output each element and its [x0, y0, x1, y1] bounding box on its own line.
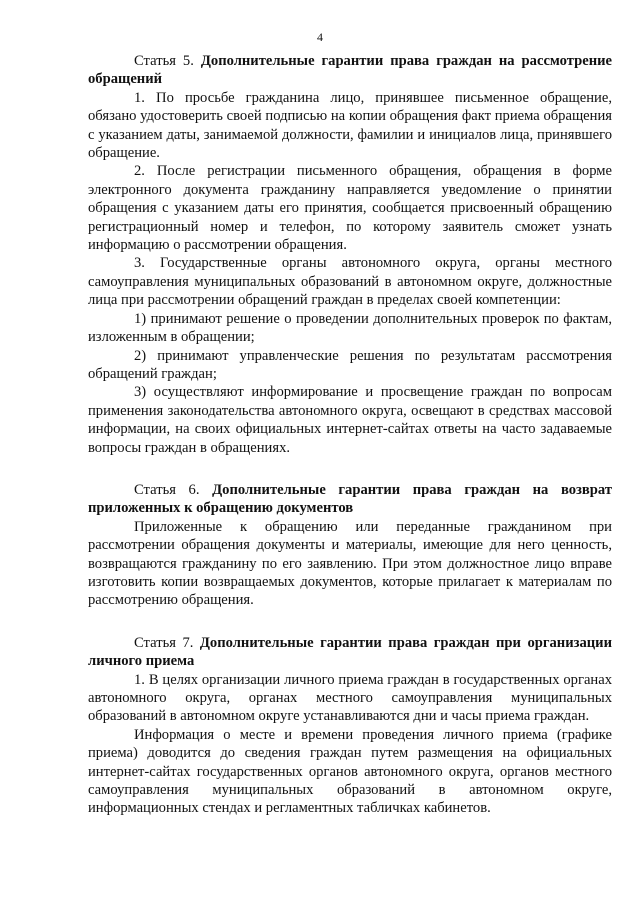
article-5-prefix: Статья 5. — [134, 53, 194, 69]
article-5-title: Дополнительные гарантии права граждан на рассмотрение обращений — [88, 53, 613, 88]
article-7-title: Дополнительные гарантии права граждан при организации личного приема — [88, 634, 612, 670]
article-5-paragraph-2: 2. После регистрации письменного обращения, обращения в форме электронного документа гражданину направляется уведомление о принятии обращения с указанием даты его принятия, сообщается присвоенный обращению регистрационный номер и телефон, по которому заявитель сможет узнать информацию о рассмотрении обращения. — [88, 163, 612, 254]
article-7-heading — [88, 634, 612, 671]
article-5-subitem-3: 3) осуществляют информирование и просвещение граждан по вопросам применения законодательства автономного округа, освещают в средствах массовой информации, на своих официальных интернет-сайтах ответы на часто задаваемые вопросы граждан в обращениях. — [88, 384, 612, 456]
document-body — [88, 52, 612, 818]
page-number: 4 — [317, 30, 323, 44]
article-5-paragraph-3: 3. Государственные органы автономного округа, органы местного самоуправления муниципальных образований в автономном округе, должностные лица при рассмотрении обращений граждан в пределах своей компетенции: — [88, 255, 612, 309]
article-6-paragraph-1: Приложенные к обращению или переданные гражданином при рассмотрении обращения документы и материалы, имеющие для него ценность, возвращаются гражданину по его заявлению. При этом должностное лицо вправе изготовить копии возвращаемых документов, которые прилагает к материалам по рассмотрению обращения. — [88, 518, 612, 609]
article-5 — [88, 52, 612, 457]
article-7-paragraph-2: Информация о месте и времени проведения личного приема (графике приема) доводится до сведения граждан путем размещения на официальных интернет-сайтах государственных органов автономного округа, органов местного самоуправления муниципальных образований в автономном округе, информационных стендах и регламентных табличках кабинетов. — [88, 726, 612, 817]
article-6 — [88, 481, 612, 610]
article-7 — [88, 634, 612, 818]
article-5-subitem-2: 2) принимают управленческие решения по результатам рассмотрения обращений граждан; — [88, 347, 612, 382]
article-6-heading — [88, 481, 612, 518]
article-7-prefix: Статья 7. — [134, 634, 194, 651]
article-5-subitem-1: 1) принимают решение о проведении дополнительных проверок по фактам, изложенным в обращении; — [88, 310, 612, 346]
article-6-prefix: Статья 6. — [134, 481, 200, 498]
article-5-paragraph-1: 1. По просьбе гражданина лицо, принявшее письменное обращение, обязано удостоверить своей подписью на копии обращения факт приема обращения с указанием даты, занимаемой должности, фамилии и инициалов лица, принявшего обращение. — [88, 89, 612, 162]
article-7-paragraph-1: 1. В целях организации личного приема граждан в государственных органах автономного округа, органах местного самоуправления муниципальных образований в автономном округе устанавливаются дни и часы приема граждан. — [88, 671, 612, 725]
article-5-heading — [88, 52, 612, 89]
article-6-title: Дополнительные гарантии права граждан на возврат приложенных к обращению документов — [88, 481, 612, 517]
